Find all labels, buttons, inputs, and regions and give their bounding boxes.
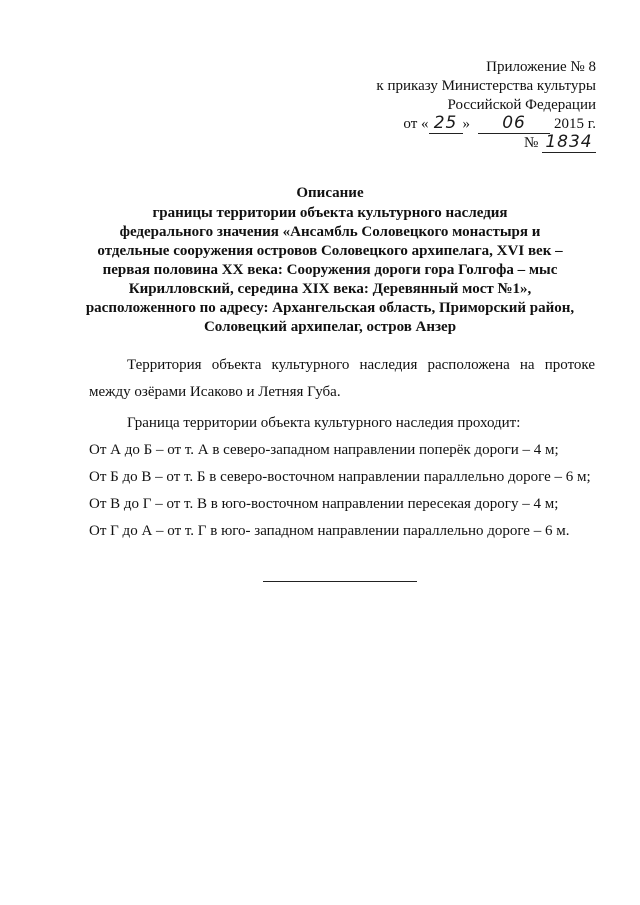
order-number-handwritten: 1834 (545, 132, 593, 152)
appendix-header (276, 58, 596, 153)
boundary-intro-paragraph: Граница территории объекта культурного наследия проходит: (127, 415, 521, 431)
location-paragraph: Территория объекта культурного наследия расположена на протоке между озёрами Исаково и Летняя Губа. (89, 357, 595, 400)
title-line-1: границы территории объекта культурного наследия (152, 205, 508, 221)
date-month-handwritten: 06 (502, 113, 526, 133)
title-line-5: Кирилловский, середина XIX века: Деревянный мост №1», (128, 281, 532, 297)
closing-divider (263, 581, 417, 582)
document-title (60, 184, 600, 337)
boundary-segment: От В до Г – от т. В в юго-восточном направлении пересекая дорогу – 4 м; (89, 496, 559, 512)
boundary-segment: От А до Б – от т. А в северо-западном направлении поперёк дороги – 4 м; (89, 442, 559, 458)
appendix-order-reference: к приказу Министерства культуры (376, 78, 596, 94)
date-quote-close: » (462, 116, 471, 132)
date-year: 2015 г. (554, 116, 596, 132)
appendix-order-number (276, 134, 596, 153)
boundary-segment: От Г до А – от т. Г в юго- западном направлении параллельно дороге – 6 м. (89, 523, 570, 539)
title-line-6: расположенного по адресу: Архангельская область, Приморский район, (85, 300, 575, 316)
date-day-handwritten: 25 (433, 113, 458, 133)
date-prefix: от « (403, 116, 429, 132)
title-line-2: федерального значения «Ансамбль Соловецкого монастыря и (119, 224, 541, 240)
number-sign: № (523, 135, 539, 151)
order-number-field (542, 134, 596, 153)
title-line-7: Соловецкий архипелаг, остров Анзер (203, 319, 457, 335)
title-line-4: первая половина XX века: Сооружения дороги гора Голгофа – мыс (102, 262, 558, 278)
document-body (89, 352, 595, 545)
boundary-segment: От Б до В – от т. Б в северо-восточном направлении параллельно дороге – 6 м; (89, 469, 591, 485)
appendix-number: Приложение № 8 (486, 59, 596, 75)
date-day-field (429, 115, 463, 134)
appendix-country: Российской Федерации (447, 97, 596, 113)
title-line-3: отдельные сооружения островов Соловецкого архипелага, XVI век – (97, 243, 563, 259)
date-month-field (478, 115, 550, 134)
title-heading: Описание (296, 185, 364, 201)
